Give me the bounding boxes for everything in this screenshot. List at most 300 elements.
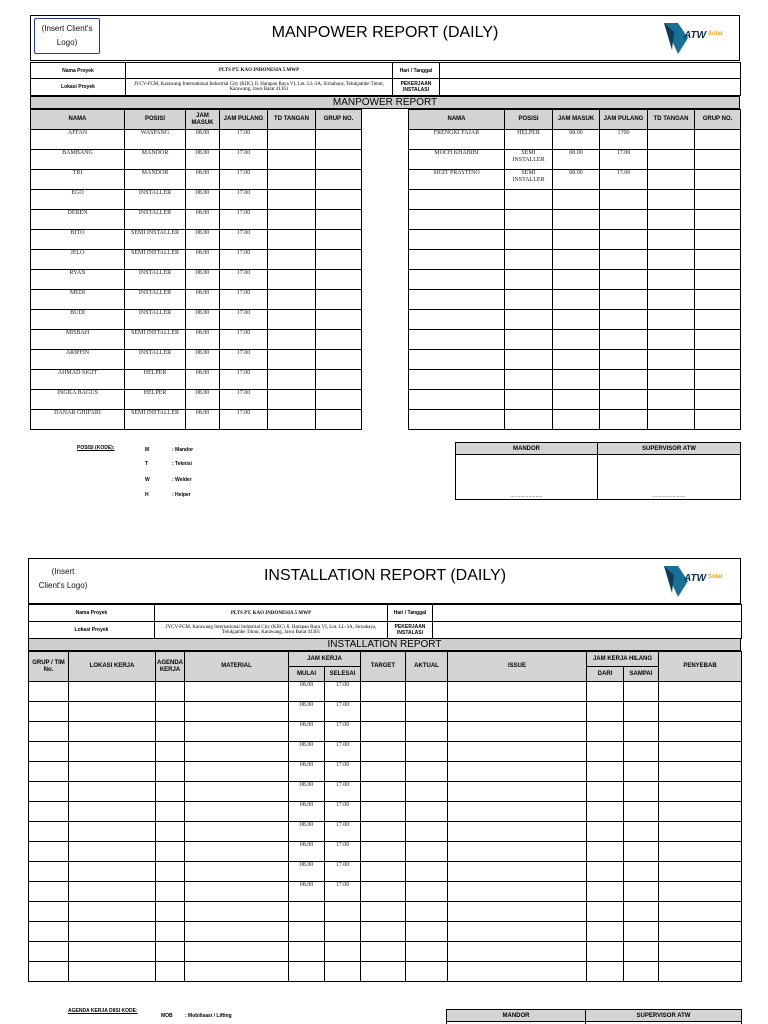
grup-no-cell[interactable]: [695, 370, 741, 390]
dari-cell[interactable]: [587, 962, 624, 982]
td-tangan-cell[interactable]: [648, 210, 695, 230]
selesai-cell[interactable]: 17.00: [325, 702, 361, 722]
aktual-cell[interactable]: [406, 762, 448, 782]
aktual-cell[interactable]: [406, 902, 448, 922]
lokasi-cell[interactable]: [69, 762, 156, 782]
posisi-cell: [505, 230, 553, 250]
jam-masuk-cell: 08.00: [186, 270, 220, 290]
lokasi-cell[interactable]: [69, 882, 156, 902]
penyebab-cell[interactable]: [659, 902, 742, 922]
issue-cell[interactable]: [448, 722, 587, 742]
nama-cell: SIGIT PRAYITNO: [409, 170, 505, 190]
td-tangan-cell[interactable]: [268, 210, 316, 230]
target-cell[interactable]: [361, 942, 406, 962]
grup-cell[interactable]: [29, 802, 69, 822]
aktual-cell[interactable]: [406, 862, 448, 882]
grup-no-cell[interactable]: [316, 250, 362, 270]
posisi-cell: HELPER: [125, 370, 186, 390]
aktual-cell[interactable]: [406, 942, 448, 962]
sampai-cell[interactable]: [624, 742, 659, 762]
td-tangan-cell[interactable]: [268, 330, 316, 350]
sampai-cell[interactable]: [624, 682, 659, 702]
lokasi-cell[interactable]: [69, 782, 156, 802]
mulai-cell[interactable]: 08.00: [289, 842, 325, 862]
material-cell[interactable]: [185, 702, 289, 722]
penyebab-cell[interactable]: [659, 922, 742, 942]
jam-masuk-cell: 08.00: [186, 390, 220, 410]
td-tangan-cell[interactable]: [268, 390, 316, 410]
penyebab-cell[interactable]: [659, 742, 742, 762]
material-cell[interactable]: [185, 782, 289, 802]
penyebab-cell[interactable]: [659, 762, 742, 782]
grup-no-cell[interactable]: [695, 250, 741, 270]
table-row: [409, 370, 741, 390]
table-row: [29, 822, 742, 842]
posisi-cell: MANDOR: [125, 150, 186, 170]
td-tangan-cell[interactable]: [648, 190, 695, 210]
grup-no-cell[interactable]: [695, 190, 741, 210]
nama-cell: [409, 290, 505, 310]
td-tangan-cell[interactable]: [268, 250, 316, 270]
lokasi-cell[interactable]: [69, 702, 156, 722]
td-tangan-cell[interactable]: [268, 350, 316, 370]
issue-cell[interactable]: [448, 922, 587, 942]
sampai-cell[interactable]: [624, 862, 659, 882]
dari-cell[interactable]: [587, 822, 624, 842]
grup-no-cell[interactable]: [316, 350, 362, 370]
grup-no-cell[interactable]: [695, 390, 741, 410]
material-cell[interactable]: [185, 722, 289, 742]
agenda-cell[interactable]: [156, 902, 185, 922]
mandor-signature-label: MANDOR: [456, 443, 598, 455]
posisi-cell: [505, 290, 553, 310]
penyebab-cell[interactable]: [659, 782, 742, 802]
grup-no-cell[interactable]: [695, 410, 741, 430]
legend-desc: : Mobilisasi / Lifting: [185, 1013, 232, 1019]
aktual-cell[interactable]: [406, 822, 448, 842]
col-sampai: SAMPAI: [624, 667, 659, 682]
material-cell[interactable]: [185, 802, 289, 822]
grup-cell[interactable]: [29, 882, 69, 902]
penyebab-cell[interactable]: [659, 722, 742, 742]
selesai-cell[interactable]: [325, 902, 361, 922]
issue-cell[interactable]: [448, 882, 587, 902]
material-cell[interactable]: [185, 762, 289, 782]
mulai-cell[interactable]: 08.00: [289, 862, 325, 882]
jam-pulang-cell: [600, 290, 648, 310]
mulai-cell[interactable]: 08.00: [289, 802, 325, 822]
grup-no-cell[interactable]: [316, 410, 362, 430]
material-cell[interactable]: [185, 822, 289, 842]
grup-no-cell[interactable]: [695, 130, 741, 150]
jam-pulang-cell: 1700: [600, 130, 648, 150]
lokasi-cell[interactable]: [69, 862, 156, 882]
sampai-cell[interactable]: [624, 802, 659, 822]
mulai-cell[interactable]: 08.00: [289, 682, 325, 702]
table-row: [29, 762, 742, 782]
table-row: [29, 962, 742, 982]
target-cell[interactable]: [361, 742, 406, 762]
td-tangan-cell[interactable]: [268, 410, 316, 430]
td-tangan-cell[interactable]: [268, 270, 316, 290]
lokasi-cell[interactable]: [69, 722, 156, 742]
lokasi-cell[interactable]: [69, 682, 156, 702]
issue-cell[interactable]: [448, 942, 587, 962]
mulai-cell[interactable]: [289, 942, 325, 962]
grup-no-cell[interactable]: [316, 230, 362, 250]
dari-cell[interactable]: [587, 782, 624, 802]
legend-code: T: [145, 461, 149, 467]
mulai-cell[interactable]: 08.00: [289, 822, 325, 842]
grup-no-cell[interactable]: [695, 230, 741, 250]
material-cell[interactable]: [185, 742, 289, 762]
table-row: [31, 310, 362, 330]
supervisor-signature-field[interactable]: [598, 455, 741, 500]
grup-no-cell[interactable]: [695, 270, 741, 290]
td-tangan-cell[interactable]: [648, 150, 695, 170]
atw-logo: [660, 563, 732, 599]
selesai-cell[interactable]: 17.00: [325, 782, 361, 802]
legend-desc: : Mandor: [172, 447, 194, 453]
jam-masuk-cell: 08.00: [186, 370, 220, 390]
grup-no-cell[interactable]: [695, 170, 741, 190]
penyebab-cell[interactable]: [659, 802, 742, 822]
aktual-cell[interactable]: [406, 702, 448, 722]
mandor-signature-field[interactable]: [456, 455, 598, 500]
td-tangan-cell[interactable]: [648, 390, 695, 410]
aktual-cell[interactable]: [406, 782, 448, 802]
mulai-cell[interactable]: [289, 902, 325, 922]
grup-cell[interactable]: [29, 782, 69, 802]
sampai-cell[interactable]: [624, 882, 659, 902]
agenda-cell[interactable]: [156, 762, 185, 782]
material-cell[interactable]: [185, 902, 289, 922]
table-row: [29, 902, 742, 922]
agenda-cell[interactable]: [156, 682, 185, 702]
col-issue: ISSUE: [448, 652, 587, 682]
aktual-cell[interactable]: [406, 682, 448, 702]
issue-cell[interactable]: [448, 802, 587, 822]
lokasi-cell[interactable]: [69, 842, 156, 862]
issue-cell[interactable]: [448, 742, 587, 762]
mulai-cell[interactable]: 08.00: [289, 722, 325, 742]
grup-no-cell[interactable]: [316, 270, 362, 290]
posisi-cell: SEMI INSTALLER: [125, 410, 186, 430]
lokasi-cell[interactable]: [69, 802, 156, 822]
legend-code: W: [145, 477, 150, 483]
td-tangan-cell[interactable]: [648, 170, 695, 190]
material-cell[interactable]: [185, 942, 289, 962]
mulai-cell[interactable]: 08.00: [289, 762, 325, 782]
td-tangan-cell[interactable]: [648, 410, 695, 430]
hari-tanggal-label: Hari / Tanggal: [388, 605, 433, 622]
dari-cell[interactable]: [587, 842, 624, 862]
td-tangan-cell[interactable]: [268, 150, 316, 170]
td-tangan-cell[interactable]: [268, 130, 316, 150]
material-cell[interactable]: [185, 842, 289, 862]
td-tangan-cell[interactable]: [648, 130, 695, 150]
penyebab-cell[interactable]: [659, 702, 742, 722]
lokasi-cell[interactable]: [69, 742, 156, 762]
target-cell[interactable]: [361, 882, 406, 902]
agenda-cell[interactable]: [156, 942, 185, 962]
jam-pulang-cell: [600, 250, 648, 270]
selesai-cell[interactable]: 17.00: [325, 842, 361, 862]
lokasi-cell[interactable]: [69, 822, 156, 842]
agenda-cell[interactable]: [156, 822, 185, 842]
selesai-cell[interactable]: 17.00: [325, 742, 361, 762]
jam-pulang-cell: [600, 350, 648, 370]
sampai-cell[interactable]: [624, 942, 659, 962]
mulai-cell[interactable]: 08.00: [289, 882, 325, 902]
td-tangan-cell[interactable]: [648, 310, 695, 330]
target-cell[interactable]: [361, 842, 406, 862]
issue-cell[interactable]: [448, 902, 587, 922]
td-tangan-cell[interactable]: [268, 170, 316, 190]
grup-cell[interactable]: [29, 902, 69, 922]
target-cell[interactable]: [361, 922, 406, 942]
material-cell[interactable]: [185, 862, 289, 882]
grup-cell[interactable]: [29, 822, 69, 842]
jam-masuk-cell: 08.00: [186, 310, 220, 330]
installation-table: [28, 651, 742, 982]
sampai-cell[interactable]: [624, 962, 659, 982]
grup-no-cell[interactable]: [695, 350, 741, 370]
td-tangan-cell[interactable]: [648, 270, 695, 290]
td-tangan-cell[interactable]: [268, 370, 316, 390]
target-cell[interactable]: [361, 702, 406, 722]
pekerjaan-field[interactable]: [433, 622, 742, 639]
target-cell[interactable]: [361, 762, 406, 782]
grup-cell[interactable]: [29, 702, 69, 722]
agenda-cell[interactable]: [156, 742, 185, 762]
dari-cell[interactable]: [587, 702, 624, 722]
grup-cell[interactable]: [29, 682, 69, 702]
dari-cell[interactable]: [587, 742, 624, 762]
agenda-cell[interactable]: [156, 962, 185, 982]
material-cell[interactable]: [185, 962, 289, 982]
jam-pulang-cell: [600, 370, 648, 390]
hari-tanggal-field[interactable]: [433, 605, 742, 622]
grup-no-cell[interactable]: [316, 190, 362, 210]
td-tangan-cell[interactable]: [268, 190, 316, 210]
material-cell[interactable]: [185, 922, 289, 942]
selesai-cell[interactable]: 17.00: [325, 822, 361, 842]
grup-cell[interactable]: [29, 762, 69, 782]
pekerjaan-field[interactable]: [440, 79, 741, 96]
col-dari: DARI: [587, 667, 624, 682]
selesai-cell[interactable]: [325, 962, 361, 982]
td-tangan-cell[interactable]: [268, 290, 316, 310]
manpower-section-title: MANPOWER REPORT: [30, 96, 740, 109]
td-tangan-cell[interactable]: [268, 230, 316, 250]
penyebab-cell[interactable]: [659, 882, 742, 902]
grup-cell[interactable]: [29, 862, 69, 882]
selesai-cell[interactable]: 17.00: [325, 722, 361, 742]
grup-no-cell[interactable]: [316, 330, 362, 350]
jam-pulang-cell: [600, 390, 648, 410]
posisi-cell: SEMI INSTALLER: [125, 250, 186, 270]
target-cell[interactable]: [361, 822, 406, 842]
sampai-cell[interactable]: [624, 822, 659, 842]
sampai-cell[interactable]: [624, 922, 659, 942]
sampai-cell[interactable]: [624, 782, 659, 802]
col-mulai: MULAI: [289, 667, 325, 682]
jam-masuk-cell: [553, 410, 600, 430]
lokasi-cell[interactable]: [69, 962, 156, 982]
dari-cell[interactable]: [587, 682, 624, 702]
hari-tanggal-field[interactable]: [440, 63, 741, 79]
grup-cell[interactable]: [29, 742, 69, 762]
jam-pulang-cell: 17.00: [220, 390, 268, 410]
material-cell[interactable]: [185, 682, 289, 702]
issue-cell[interactable]: [448, 682, 587, 702]
aktual-cell[interactable]: [406, 882, 448, 902]
grup-no-cell[interactable]: [316, 170, 362, 190]
issue-cell[interactable]: [448, 702, 587, 722]
sampai-cell[interactable]: [624, 722, 659, 742]
mulai-cell[interactable]: [289, 962, 325, 982]
selesai-cell[interactable]: 17.00: [325, 882, 361, 902]
table-row: [29, 842, 742, 862]
issue-cell[interactable]: [448, 782, 587, 802]
agenda-cell[interactable]: [156, 882, 185, 902]
agenda-cell[interactable]: [156, 782, 185, 802]
grup-cell[interactable]: [29, 842, 69, 862]
table-row: [29, 742, 742, 762]
material-cell[interactable]: [185, 882, 289, 902]
dari-cell[interactable]: [587, 762, 624, 782]
sampai-cell[interactable]: [624, 902, 659, 922]
aktual-cell[interactable]: [406, 742, 448, 762]
issue-cell[interactable]: [448, 822, 587, 842]
jam-pulang-cell: 17.00: [220, 270, 268, 290]
selesai-cell[interactable]: [325, 922, 361, 942]
aktual-cell[interactable]: [406, 842, 448, 862]
dari-cell[interactable]: [587, 942, 624, 962]
mulai-cell[interactable]: 08.00: [289, 742, 325, 762]
nama-cell: [409, 210, 505, 230]
grup-no-cell[interactable]: [695, 290, 741, 310]
table-row: [409, 290, 741, 310]
jam-pulang-cell: [600, 410, 648, 430]
jam-pulang-cell: 17.00: [220, 210, 268, 230]
td-tangan-cell[interactable]: [268, 310, 316, 330]
selesai-cell[interactable]: 17.00: [325, 862, 361, 882]
agenda-cell[interactable]: [156, 842, 185, 862]
table-row: [31, 410, 362, 430]
lokasi-cell[interactable]: [69, 922, 156, 942]
penyebab-cell[interactable]: [659, 962, 742, 982]
grup-no-cell[interactable]: [695, 330, 741, 350]
grup-no-cell[interactable]: [695, 210, 741, 230]
jam-masuk-cell: [553, 190, 600, 210]
penyebab-cell[interactable]: [659, 862, 742, 882]
target-cell[interactable]: [361, 722, 406, 742]
selesai-cell[interactable]: 17.00: [325, 682, 361, 702]
jam-masuk-cell: [553, 370, 600, 390]
grup-no-cell[interactable]: [316, 130, 362, 150]
grup-no-cell[interactable]: [695, 150, 741, 170]
grup-no-cell[interactable]: [316, 210, 362, 230]
aktual-cell[interactable]: [406, 922, 448, 942]
issue-cell[interactable]: [448, 842, 587, 862]
td-tangan-cell[interactable]: [648, 350, 695, 370]
td-tangan-cell[interactable]: [648, 370, 695, 390]
target-cell[interactable]: [361, 902, 406, 922]
penyebab-cell[interactable]: [659, 682, 742, 702]
td-tangan-cell[interactable]: [648, 290, 695, 310]
agenda-cell[interactable]: [156, 862, 185, 882]
target-cell[interactable]: [361, 862, 406, 882]
grup-cell[interactable]: [29, 962, 69, 982]
jam-masuk-cell: 08.00: [186, 130, 220, 150]
grup-no-cell[interactable]: [316, 290, 362, 310]
target-cell[interactable]: [361, 962, 406, 982]
selesai-cell[interactable]: 17.00: [325, 762, 361, 782]
issue-cell[interactable]: [448, 862, 587, 882]
lokasi-cell[interactable]: [69, 902, 156, 922]
issue-cell[interactable]: [448, 762, 587, 782]
penyebab-cell[interactable]: [659, 822, 742, 842]
agenda-cell[interactable]: [156, 702, 185, 722]
issue-cell[interactable]: [448, 962, 587, 982]
sampai-cell[interactable]: [624, 702, 659, 722]
agenda-cell[interactable]: [156, 722, 185, 742]
aktual-cell[interactable]: [406, 962, 448, 982]
mulai-cell[interactable]: [289, 922, 325, 942]
td-tangan-cell[interactable]: [648, 330, 695, 350]
dari-cell[interactable]: [587, 902, 624, 922]
dari-cell[interactable]: [587, 922, 624, 942]
selesai-cell[interactable]: [325, 942, 361, 962]
target-cell[interactable]: [361, 682, 406, 702]
dari-cell[interactable]: [587, 722, 624, 742]
dari-cell[interactable]: [587, 862, 624, 882]
grup-no-cell[interactable]: [316, 390, 362, 410]
grup-cell[interactable]: [29, 722, 69, 742]
penyebab-cell[interactable]: [659, 842, 742, 862]
dari-cell[interactable]: [587, 882, 624, 902]
sampai-cell[interactable]: [624, 842, 659, 862]
mulai-cell[interactable]: 08.00: [289, 782, 325, 802]
aktual-cell[interactable]: [406, 722, 448, 742]
lokasi-cell[interactable]: [69, 942, 156, 962]
grup-no-cell[interactable]: [316, 370, 362, 390]
target-cell[interactable]: [361, 782, 406, 802]
dari-cell[interactable]: [587, 802, 624, 822]
grup-no-cell[interactable]: [695, 310, 741, 330]
grup-cell[interactable]: [29, 922, 69, 942]
agenda-cell[interactable]: [156, 922, 185, 942]
grup-cell[interactable]: [29, 942, 69, 962]
target-cell[interactable]: [361, 802, 406, 822]
col-jam-kerja: JAM KERJA: [289, 652, 361, 667]
sampai-cell[interactable]: [624, 762, 659, 782]
td-tangan-cell[interactable]: [648, 250, 695, 270]
mulai-cell[interactable]: 08.00: [289, 702, 325, 722]
selesai-cell[interactable]: 17.00: [325, 802, 361, 822]
grup-no-cell[interactable]: [316, 150, 362, 170]
nama-cell: [409, 330, 505, 350]
penyebab-cell[interactable]: [659, 942, 742, 962]
td-tangan-cell[interactable]: [648, 230, 695, 250]
grup-no-cell[interactable]: [316, 310, 362, 330]
aktual-cell[interactable]: [406, 802, 448, 822]
agenda-cell[interactable]: [156, 802, 185, 822]
col-penyebab: PENYEBAB: [659, 652, 742, 682]
supervisor-signature-label: SUPERVISOR ATW: [586, 1010, 742, 1022]
